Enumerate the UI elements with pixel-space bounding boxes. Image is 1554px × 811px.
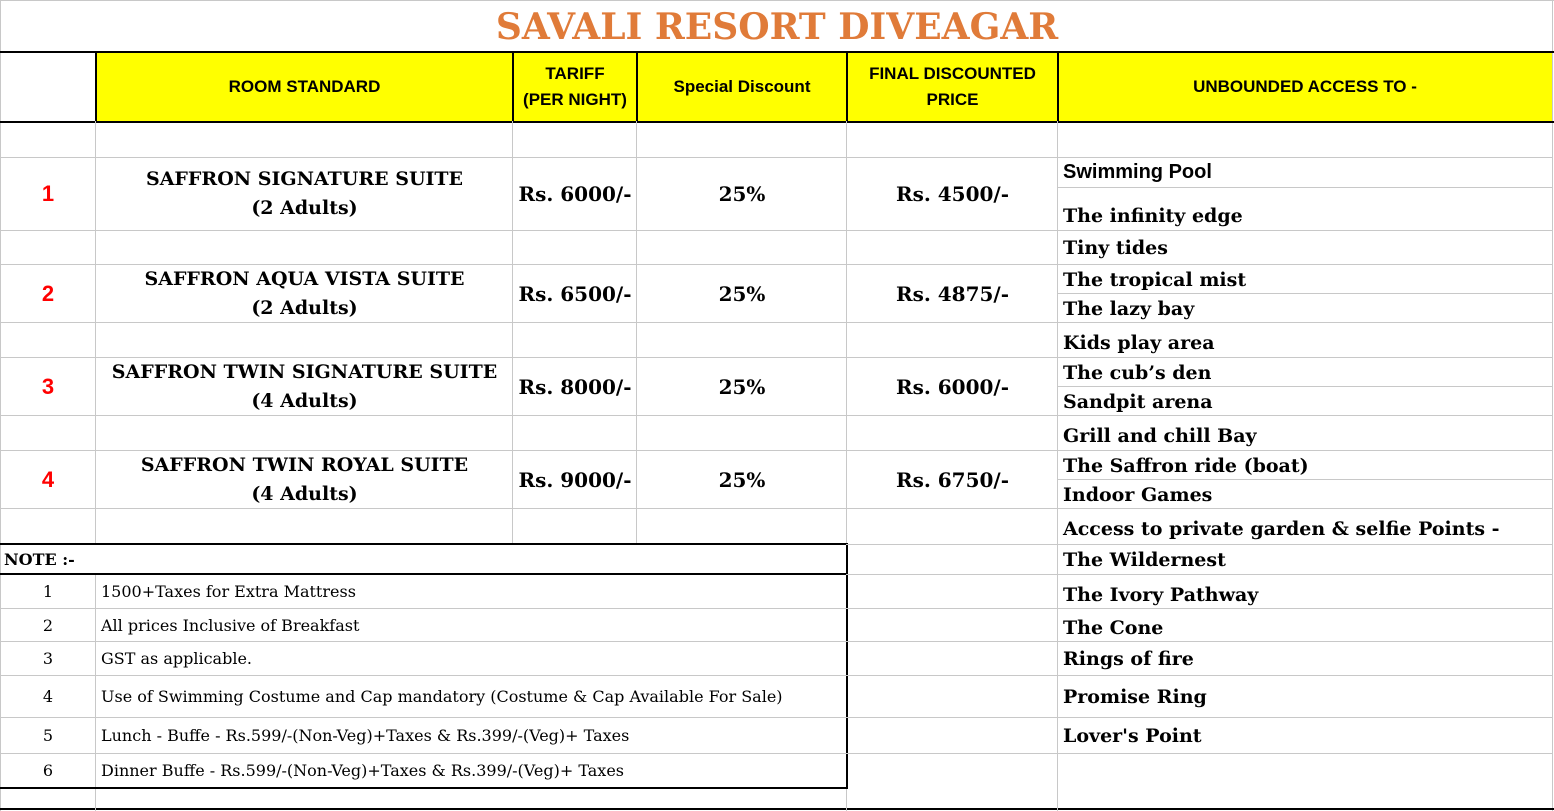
grid-line	[0, 787, 848, 789]
header-tariff: TARIFF (PER NIGHT)	[523, 64, 627, 109]
grid-line	[846, 675, 1058, 676]
room-number: 4	[41, 467, 55, 492]
room-final-price: Rs. 6000/-	[895, 375, 1010, 399]
note-number: 1	[42, 582, 54, 601]
room-number: 1	[41, 181, 55, 206]
access-item: The infinity edge	[1063, 205, 1243, 227]
note-number: 4	[42, 687, 54, 706]
grid-line	[846, 717, 1058, 718]
access-item: Promise Ring	[1063, 685, 1207, 708]
grid-line	[846, 230, 1058, 231]
access-item: The cub’s den	[1063, 362, 1212, 384]
header-discount: Special Discount	[673, 77, 811, 96]
access-item: Tiny tides	[1063, 237, 1168, 259]
access-item: Grill and chill Bay	[1063, 425, 1257, 447]
room-tariff: Rs. 8000/-	[518, 375, 632, 399]
access-item: Swimming Pool	[1063, 161, 1212, 183]
access-item: Indoor Games	[1063, 484, 1213, 506]
access-item: The tropical mist	[1063, 269, 1247, 291]
grid-line	[0, 808, 1554, 810]
access-item: Access to private garden & selfie Points -	[1063, 518, 1500, 540]
room-discount: 25%	[718, 375, 766, 399]
room-tariff: Rs. 9000/-	[518, 468, 632, 492]
access-item: Kids play area	[1063, 332, 1215, 354]
access-item: Sandpit arena	[1063, 391, 1213, 413]
room-name: SAFFRON SIGNATURE SUITE (2 Adults)	[145, 168, 464, 219]
page-title: SAVALI RESORT DIVEAGAR	[495, 6, 1059, 48]
note-number: 6	[42, 761, 54, 780]
grid-line	[1057, 753, 1552, 754]
access-item: The Saffron ride (boat)	[1063, 455, 1309, 477]
access-item: The lazy bay	[1063, 298, 1195, 320]
room-name: SAFFRON AQUA VISTA SUITE (2 Adults)	[144, 268, 465, 319]
grid-line	[846, 608, 1058, 609]
note-text: GST as applicable.	[101, 649, 253, 668]
note-number: 2	[42, 615, 54, 635]
note-number: 3	[42, 649, 54, 668]
note-text: Lunch - Buffe - Rs.599/-(Non-Veg)+Taxes & Rs.399/-(Veg)+ Taxes	[101, 726, 630, 745]
note-text: Use of Swimming Costume and Cap mandatory (Costume & Cap Available For Sale)	[101, 687, 783, 706]
room-tariff: Rs. 6500/-	[518, 282, 632, 306]
header-room-standard: ROOM STANDARD	[228, 77, 381, 96]
access-item: The Ivory Pathway	[1063, 583, 1259, 606]
header-access: UNBOUNDED ACCESS TO -	[1193, 77, 1417, 96]
note-text: Dinner Buffe - Rs.599/-(Non-Veg)+Taxes & Rs.399/-(Veg)+ Taxes	[101, 761, 624, 780]
note-text: All prices Inclusive of Breakfast	[101, 615, 360, 635]
access-item: Rings of fire	[1063, 647, 1194, 670]
access-item: The Cone	[1063, 617, 1164, 639]
header-final-price: FINAL DISCOUNTED PRICE	[869, 64, 1036, 109]
room-name: SAFFRON TWIN SIGNATURE SUITE (4 Adults)	[111, 361, 498, 412]
notes-heading: NOTE :-	[4, 550, 75, 569]
room-discount: 25%	[718, 282, 766, 306]
room-final-price: Rs. 6750/-	[895, 468, 1010, 492]
note-text: 1500+Taxes for Extra Mattress	[101, 582, 356, 601]
room-final-price: Rs. 4500/-	[895, 182, 1010, 206]
note-number: 5	[42, 726, 54, 745]
room-name: SAFFRON TWIN ROYAL SUITE (4 Adults)	[140, 454, 469, 505]
grid-line	[846, 574, 1058, 575]
grid-line	[846, 641, 1058, 642]
grid-line	[0, 0, 1554, 1]
grid-line	[846, 544, 1058, 545]
access-item: The Wildernest	[1063, 548, 1226, 571]
room-discount: 25%	[718, 182, 766, 206]
room-discount: 25%	[718, 468, 766, 492]
room-final-price: Rs. 4875/-	[895, 282, 1010, 306]
room-number: 2	[41, 281, 55, 306]
room-number: 3	[41, 374, 55, 399]
room-tariff: Rs. 6000/-	[518, 182, 632, 206]
access-item: Lover's Point	[1063, 724, 1202, 747]
grid-line	[846, 753, 1058, 754]
